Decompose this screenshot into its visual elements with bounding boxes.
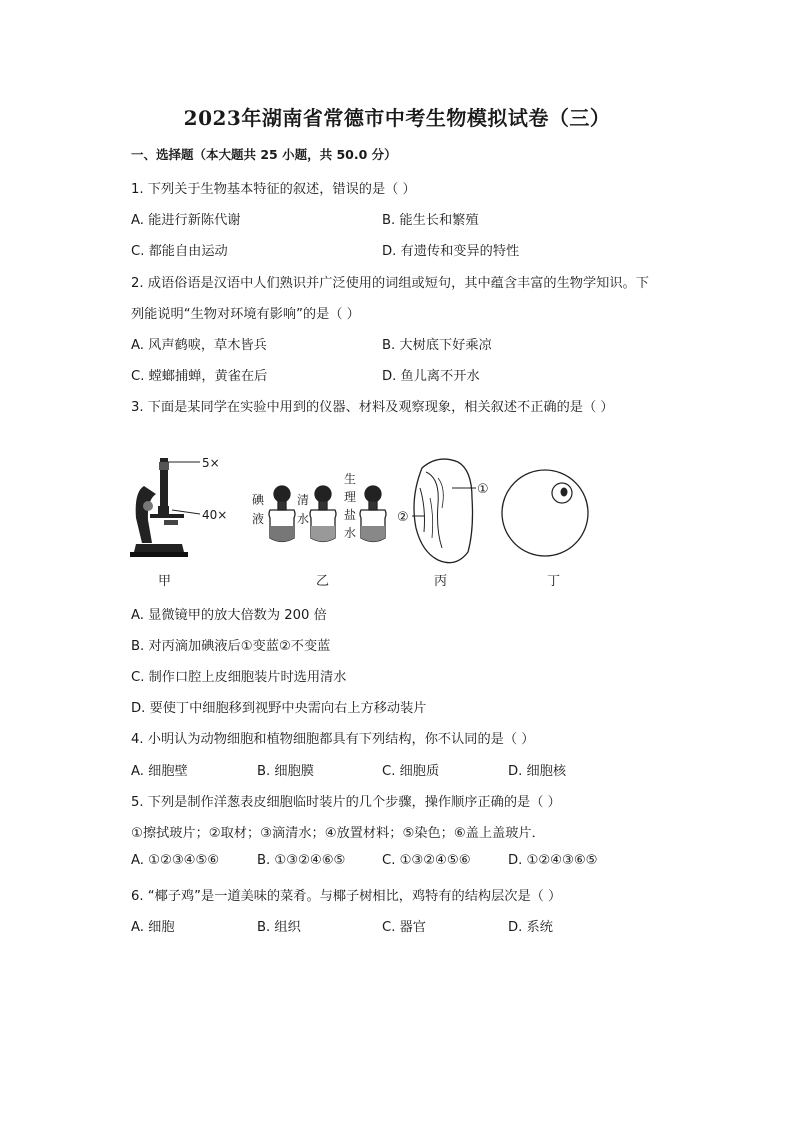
seed-drawing (414, 459, 473, 563)
seed-marker-1: ① (477, 482, 489, 497)
bottle-1-label-a: 碘 (252, 493, 265, 507)
question-2-option-d[interactable]: D. 鱼儿离不开水 (382, 369, 480, 384)
question-6-option-d[interactable]: D. 系统 (508, 920, 553, 935)
bottle-3-label-a: 生 (344, 472, 357, 486)
dropper-bottles-drawing (269, 486, 386, 542)
question-1-option-a[interactable]: A. 能进行新陈代谢 (131, 213, 241, 228)
question-5-option-a[interactable]: A. ①②③④⑤⑥ (131, 853, 220, 868)
caption-yi: 乙 (316, 574, 330, 589)
question-1-option-b[interactable]: B. 能生长和繁殖 (382, 213, 479, 228)
question-4-option-b[interactable]: B. 细胞膜 (257, 764, 314, 779)
section-heading: 一、选择题（本大题共 25 小题，共 50.0 分） (131, 147, 397, 162)
question-5-option-b[interactable]: B. ①③②④⑥⑤ (257, 853, 346, 868)
question-6-option-c[interactable]: C. 器官 (382, 920, 426, 935)
question-5-stem-line-1: 5. 下列是制作洋葱表皮细胞临时装片的几个步骤，操作顺序正确的是（ ） (131, 795, 561, 810)
caption-bing: 丙 (434, 574, 448, 589)
bottle-3-label-b: 理 (344, 490, 357, 504)
question-4-option-d[interactable]: D. 细胞核 (508, 764, 567, 779)
eyepiece-label: 5× (202, 456, 220, 470)
exam-title: 2023年湖南省常德市中考生物模拟试卷（三） (183, 106, 611, 130)
question-3-figure (120, 448, 620, 593)
question-1-stem: 1. 下列关于生物基本特征的叙述，错误的是（ ） (131, 182, 416, 197)
question-3-option-a[interactable]: A. 显微镜甲的放大倍数为 200 倍 (131, 608, 327, 623)
microscope-drawing (130, 458, 200, 557)
question-1-option-d[interactable]: D. 有遗传和变异的特性 (382, 244, 520, 259)
question-5-stem-line-2: ①擦拭玻片；②取材；③滴清水；④放置材料；⑤染色；⑥盖上盖玻片． (131, 826, 545, 841)
question-6-stem: 6. “椰子鸡”是一道美味的菜肴。与椰子树相比，鸡特有的结构层次是（ ） (131, 889, 562, 904)
question-6-option-b[interactable]: B. 组织 (257, 920, 301, 935)
question-2-stem-line-1: 2. 成语俗语是汉语中人们熟识并广泛使用的词组或短句，其中蕴含丰富的生物学知识。下 (131, 276, 649, 291)
caption-jia: 甲 (158, 574, 172, 589)
bottle-2-label-b: 水 (297, 512, 310, 526)
caption-ding: 丁 (547, 574, 561, 589)
question-3-option-b[interactable]: B. 对丙滴加碘液后①变蓝②不变蓝 (131, 639, 331, 654)
bottle-3-label-d: 水 (344, 526, 357, 540)
question-2-option-c[interactable]: C. 螳螂捕蝉，黄雀在后 (131, 369, 268, 384)
bottle-1-label-b: 液 (252, 512, 265, 526)
experiment-figure (120, 448, 620, 593)
question-2-stem-line-2: 列能说明“生物对环境有影响”的是（ ） (131, 307, 360, 322)
question-6-option-a[interactable]: A. 细胞 (131, 920, 175, 935)
question-2-option-b[interactable]: B. 大树底下好乘凉 (382, 338, 492, 353)
question-4-option-c[interactable]: C. 细胞质 (382, 764, 440, 779)
bottle-3-label-c: 盐 (344, 508, 357, 522)
question-3-option-c[interactable]: C. 制作口腔上皮细胞装片时选用清水 (131, 670, 347, 685)
objective-label: 40× (202, 508, 228, 522)
question-4-stem: 4. 小明认为动物细胞和植物细胞都具有下列结构，你不认同的是（ ） (131, 732, 535, 747)
field-of-view-drawing (502, 470, 588, 556)
bottle-2-label-a: 清 (297, 493, 310, 507)
question-1-option-c[interactable]: C. 都能自由运动 (131, 244, 228, 259)
question-2-option-a[interactable]: A. 风声鹤唳，草木皆兵 (131, 338, 267, 353)
seed-marker-2: ② (397, 510, 409, 525)
question-5-option-d[interactable]: D. ①②④③⑥⑤ (508, 853, 598, 868)
question-3-option-d[interactable]: D. 要使丁中细胞移到视野中央需向右上方移动装片 (131, 701, 427, 716)
question-4-option-a[interactable]: A. 细胞壁 (131, 764, 188, 779)
question-5-option-c[interactable]: C. ①③②④⑤⑥ (382, 853, 471, 868)
question-3-stem: 3. 下面是某同学在实验中用到的仪器、材料及观察现象，相关叙述不正确的是（ ） (131, 400, 614, 415)
